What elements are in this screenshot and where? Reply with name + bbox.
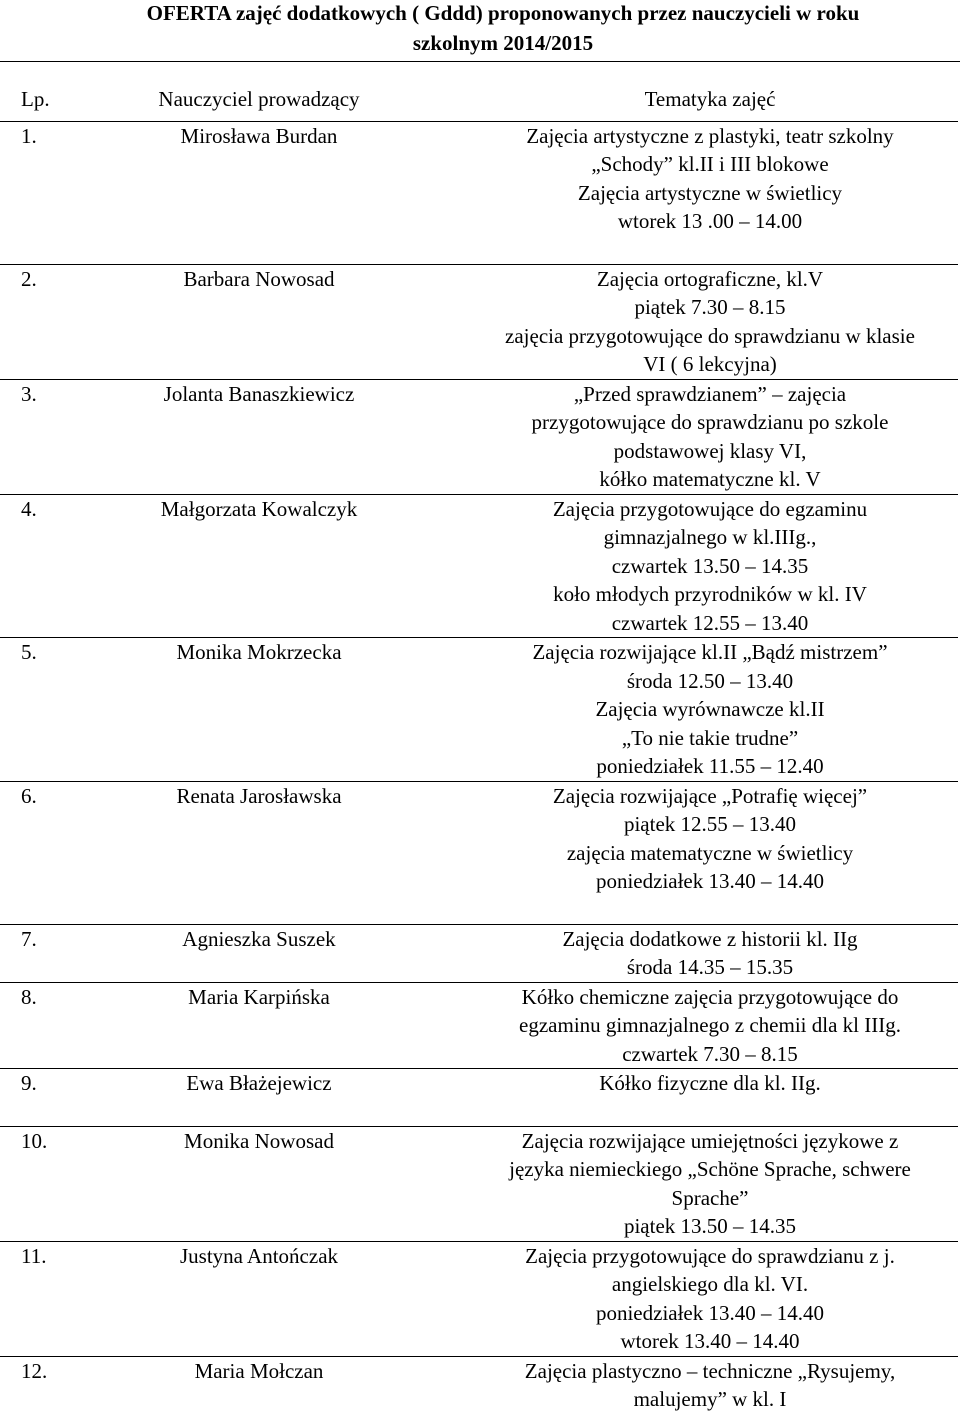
row-number: 12. [21, 1358, 48, 1383]
topic-line: Zajęcia rozwijające umiejętności językowe z [521, 1128, 899, 1153]
topic-line: Kółko fizyczne dla kl. IIg. [599, 1071, 821, 1095]
topic-line: angielskiego dla kl. VI. [611, 1272, 809, 1296]
topic-line: „To nie takie trudne” [621, 725, 799, 750]
header-topic: Tematyka zajęć [644, 87, 776, 111]
row-number: 10. [21, 1128, 48, 1153]
topic-cell [462, 982, 958, 1069]
offer-table [0, 83, 958, 1414]
table-row [0, 1126, 958, 1241]
topic-line: poniedziałek 13.40 – 14.40 [595, 1300, 825, 1325]
topic-line: wtorek 13 .00 – 14.00 [617, 209, 803, 233]
row-number: 7. [21, 926, 37, 951]
table-header-row [0, 83, 958, 121]
table-row [0, 121, 958, 264]
header-teacher: Nauczyciel prowadzący [158, 87, 360, 111]
topic-line: egzaminu gimnazjalnego z chemii dla kl IIIg. [519, 1013, 901, 1037]
topic-cell [462, 638, 958, 782]
table-row [0, 264, 958, 379]
topic-cell [462, 1241, 958, 1356]
teacher-name: Agnieszka Suszek [182, 926, 336, 951]
topic-line: VI ( 6 lekcyjna) [643, 352, 777, 376]
topic-cell [462, 379, 958, 494]
table-row [0, 781, 958, 924]
teacher-name: Maria Mołczan [194, 1358, 324, 1383]
topic-line: czwartek 13.50 – 14.35 [611, 553, 809, 578]
topic-line: Zajęcia rozwijające kl.II „Bądź mistrzem” [532, 640, 888, 664]
teacher-name: Maria Karpińska [188, 984, 330, 1009]
table-row [0, 1241, 958, 1356]
row-number: 8. [21, 984, 37, 1009]
topic-line: środa 12.50 – 13.40 [626, 668, 794, 693]
topic-cell [462, 1356, 958, 1414]
teacher-name: Mirosława Burdan [180, 123, 338, 148]
document-title-text [58, 0, 948, 58]
row-number: 9. [21, 1071, 37, 1095]
row-number: 4. [21, 496, 37, 521]
teacher-name: Justyna Antończak [179, 1243, 339, 1268]
topic-line: piątek 13.50 – 14.35 [623, 1214, 797, 1238]
topic-line: zajęcia przygotowujące do sprawdzianu w klasie [505, 323, 915, 348]
topic-cell [462, 121, 958, 264]
table-row [0, 1069, 958, 1127]
title-line-1: OFERTA zajęć dodatkowych ( Gddd) proponowanych przez nauczycieli w roku [146, 1, 860, 25]
document-title [0, 0, 960, 62]
topic-line: gimnazjalnego w kl.IIIg., [603, 525, 817, 549]
offer-table-body [0, 83, 958, 1414]
row-number: 3. [21, 381, 37, 406]
title-line-2: szkolnym 2014/2015 [412, 31, 594, 55]
table-row [0, 494, 958, 638]
topic-line: wtorek 13.40 – 14.40 [620, 1329, 800, 1353]
table-row [0, 379, 958, 494]
row-number: 6. [21, 783, 37, 808]
table-row [0, 924, 958, 982]
row-number: 5. [21, 640, 37, 664]
topic-line: Zajęcia przygotowujące do sprawdzianu z j. [525, 1243, 895, 1268]
topic-cell [462, 924, 958, 982]
topic-line: „Przed sprawdzianem” – zajęcia [573, 381, 847, 406]
topic-line: „Schody” kl.II i III blokowe [591, 152, 829, 176]
row-number: 1. [21, 123, 37, 148]
topic-line: czwartek 7.30 – 8.15 [622, 1041, 798, 1066]
topic-cell [462, 1069, 958, 1127]
topic-line: podstawowej klasy VI, [613, 438, 807, 463]
teacher-name: Ewa Błażejewicz [186, 1071, 332, 1095]
topic-cell [462, 494, 958, 638]
topic-line: zajęcia matematyczne w świetlicy [566, 840, 854, 865]
topic-line: poniedziałek 11.55 – 12.40 [596, 754, 824, 778]
row-number: 2. [21, 266, 37, 291]
header-lp: Lp. [21, 87, 50, 111]
table-row [0, 982, 958, 1069]
topic-line: Kółko chemiczne zajęcia przygotowujące do [521, 984, 899, 1009]
topic-line: języka niemieckiego „Schöne Sprache, schwere [509, 1157, 911, 1181]
teacher-name: Monika Nowosad [184, 1128, 334, 1153]
topic-line: Zajęcia artystyczne w świetlicy [577, 180, 843, 205]
teacher-name: Małgorzata Kowalczyk [160, 496, 358, 521]
topic-line: piątek 12.55 – 13.40 [623, 812, 797, 836]
topic-line: kółko matematyczne kl. V [599, 467, 821, 491]
topic-line: Zajęcia artystyczne z plastyki, teatr szkolny [526, 123, 894, 148]
topic-cell [462, 264, 958, 379]
teacher-name: Monika Mokrzecka [176, 640, 342, 664]
topic-line: koło młodych przyrodników w kl. IV [553, 582, 867, 606]
topic-line: Sprache” [671, 1185, 749, 1210]
topic-cell [462, 781, 958, 924]
teacher-name: Barbara Nowosad [183, 266, 335, 291]
topic-line: Zajęcia przygotowujące do egzaminu [552, 496, 868, 521]
topic-line: Zajęcia wyrównawcze kl.II [595, 697, 825, 721]
teacher-name: Jolanta Banaszkiewicz [163, 381, 355, 406]
topic-line: środa 14.35 – 15.35 [626, 955, 794, 979]
topic-line: Zajęcia ortograficzne, kl.V [596, 266, 824, 291]
topic-line: poniedziałek 13.40 – 14.40 [595, 869, 825, 893]
row-number: 11. [21, 1243, 47, 1268]
topic-line: malujemy” w kl. I [633, 1387, 787, 1411]
topic-line: Zajęcia rozwijające „Potrafię więcej” [552, 783, 868, 808]
topic-line: czwartek 12.55 – 13.40 [611, 610, 809, 635]
table-row [0, 1356, 958, 1414]
teacher-name: Renata Jarosławska [176, 783, 342, 808]
table-row [0, 638, 958, 782]
topic-line: Zajęcia dodatkowe z historii kl. IIg [562, 926, 858, 951]
topic-line: przygotowujące do sprawdzianu po szkole [531, 410, 889, 434]
topic-line: Zajęcia plastyczno – techniczne „Rysujemy, [524, 1358, 896, 1383]
topic-line: piątek 7.30 – 8.15 [634, 295, 786, 319]
topic-cell [462, 1126, 958, 1241]
